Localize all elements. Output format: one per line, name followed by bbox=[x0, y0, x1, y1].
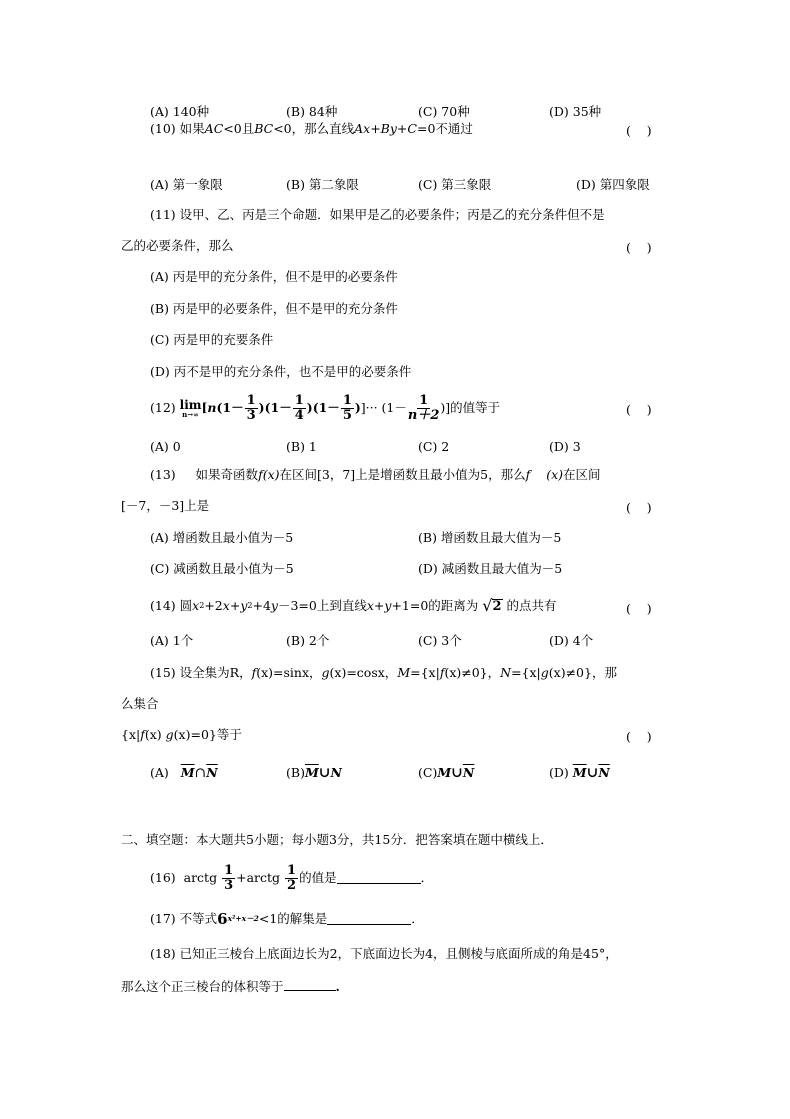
q13-option-b: (B) 增函数且最大值为－5 bbox=[418, 530, 562, 545]
q11-option-b: (B) 丙是甲的必要条件，但不是甲的充分条件 bbox=[150, 301, 398, 316]
q11-stem-line2: 乙的必要条件，那么 bbox=[121, 238, 234, 253]
q15-stem-line1: (15) 设全集为R，f(x)=sinx，g(x)=cosx，M={x|f(x)≠0}，N={x|g(x)≠0}，那 bbox=[150, 665, 617, 680]
q11-option-a: (A) 丙是甲的充分条件，但不是甲的必要条件 bbox=[150, 269, 398, 284]
q18-stem-line1: (18) 已知正三棱台上底面边长为2，下底面边长为4，且侧棱与底面所成的角是45°， bbox=[150, 946, 618, 961]
fraction-1-2: $\frac{1}{2}$ bbox=[287, 862, 297, 893]
fraction-1-4: $\frac{1}{4}$ bbox=[294, 392, 304, 423]
q9-option-b: (B) 84种 bbox=[286, 104, 338, 119]
q12-stem: (12) lim n→∞ [ n (1－ $\frac{1}{3}$ ) (1－ $\frac{1}{4}$ ) (1－ $\frac{1}{5}$ ) ]··· (1－ $\frac{1}{n+2}$ )]的值等于 bbox=[150, 392, 501, 423]
fraction-1-n-plus-2: $\frac{1}{n+2}$ bbox=[407, 392, 440, 423]
q11-stem-line1: (11) 设甲、乙、丙是三个命题．如果甲是乙的必要条件；丙是乙的充分条件但不是 bbox=[150, 207, 605, 222]
answer-blank[interactable] bbox=[327, 913, 411, 925]
answer-blank[interactable] bbox=[337, 872, 421, 884]
q12-option-b: (B) 1 bbox=[286, 439, 317, 454]
q11-answer-paren: ( ) bbox=[626, 240, 652, 255]
q12-option-a: (A) 0 bbox=[150, 439, 181, 454]
answer-blank[interactable] bbox=[284, 979, 336, 991]
q10-option-c: (C) 第三象限 bbox=[418, 177, 492, 192]
q10-stem: (10) 如果AC<0且BC<0，那么直线Ax+By+C=0不通过 bbox=[150, 121, 473, 136]
q12-answer-paren: ( ) bbox=[626, 402, 652, 417]
q9-option-a: (A) 140种 bbox=[150, 104, 210, 119]
sqrt-2: √ 2 bbox=[482, 596, 502, 615]
q16-stem: (16) arctg $\frac{1}{3}$ +arctg $\frac{1}{2}$ 的值是 ． bbox=[150, 862, 434, 893]
q9-option-d: (D) 35种 bbox=[549, 104, 602, 119]
q13-option-c: (C) 减函数且最小值为－5 bbox=[150, 561, 294, 576]
q13-option-d: (D) 减函数且最大值为－5 bbox=[418, 561, 563, 576]
q15-option-a: (A) $\overline{M}\cap\overline{N}$ bbox=[150, 765, 218, 781]
q12-option-d: (D) 3 bbox=[549, 439, 581, 454]
fraction-1-3: $\frac{1}{3}$ bbox=[246, 392, 256, 423]
q15-option-c: $(C)M\cup\overline{N}$ bbox=[418, 765, 475, 781]
q12-option-c: (C) 2 bbox=[418, 439, 450, 454]
q15-option-d: (D) $\overline{M}\cup\overline{N}$ bbox=[549, 765, 610, 781]
q14-option-d: (D) 4个 bbox=[549, 633, 594, 648]
q10-option-a: (A) 第一象限 bbox=[150, 177, 223, 192]
q14-option-c: (C) 3个 bbox=[418, 633, 462, 648]
q11-option-c: (C) 丙是甲的充要条件 bbox=[150, 332, 274, 347]
q17-stem: (17) 不等式 6 x²+x－2 <1的解集是 ． bbox=[150, 909, 424, 928]
q13-option-a: (A) 增函数且最小值为－5 bbox=[150, 530, 294, 545]
fraction-1-5: $\frac{1}{5}$ bbox=[342, 392, 352, 423]
section-heading: 二、填空题：本大题共5小题；每小题3分，共15分．把答案填在题中横线上． bbox=[121, 832, 553, 847]
q18-stem-line2: 那么这个正三棱台的体积等于 . bbox=[121, 979, 340, 994]
q14-option-a: (A) 1个 bbox=[150, 633, 194, 648]
q10-option-d: (D) 第四象限 bbox=[576, 177, 650, 192]
fraction-1-3: $\frac{1}{3}$ bbox=[224, 862, 234, 893]
q11-option-d: (D) 丙不是甲的充分条件，也不是甲的必要条件 bbox=[150, 364, 412, 379]
q13-stem-line1: (13) 如果奇函数f(x)在区间[3，7]上是增函数且最小值为5，那么f (x)在区间 bbox=[150, 467, 601, 482]
q13-stem-line2: [－7，－3]上是 bbox=[121, 498, 210, 513]
q14-answer-paren: ( ) bbox=[626, 601, 652, 616]
q15-stem-line3: {x|f(x) g(x)=0}等于 bbox=[121, 727, 242, 742]
q15-stem-line2: 么集合 bbox=[121, 696, 159, 711]
q10-answer-paren: ( ) bbox=[626, 123, 652, 138]
q15-answer-paren: ( ) bbox=[626, 729, 652, 744]
q15-option-b: $(B)\overline{M}\cup N$ bbox=[286, 765, 342, 781]
q13-answer-paren: ( ) bbox=[626, 500, 652, 515]
q10-option-b: (B) 第二象限 bbox=[286, 177, 359, 192]
q14-option-b: (B) 2个 bbox=[286, 633, 330, 648]
q14-stem: (14) 圆 x 2 +2 x + y 2 +4 y －3=0上到直线 x+y +1=0的距离为 √ 2 的点共有 bbox=[150, 596, 557, 615]
limit-symbol: lim n→∞ bbox=[179, 397, 202, 419]
q9-option-c: (C) 70种 bbox=[418, 104, 470, 119]
